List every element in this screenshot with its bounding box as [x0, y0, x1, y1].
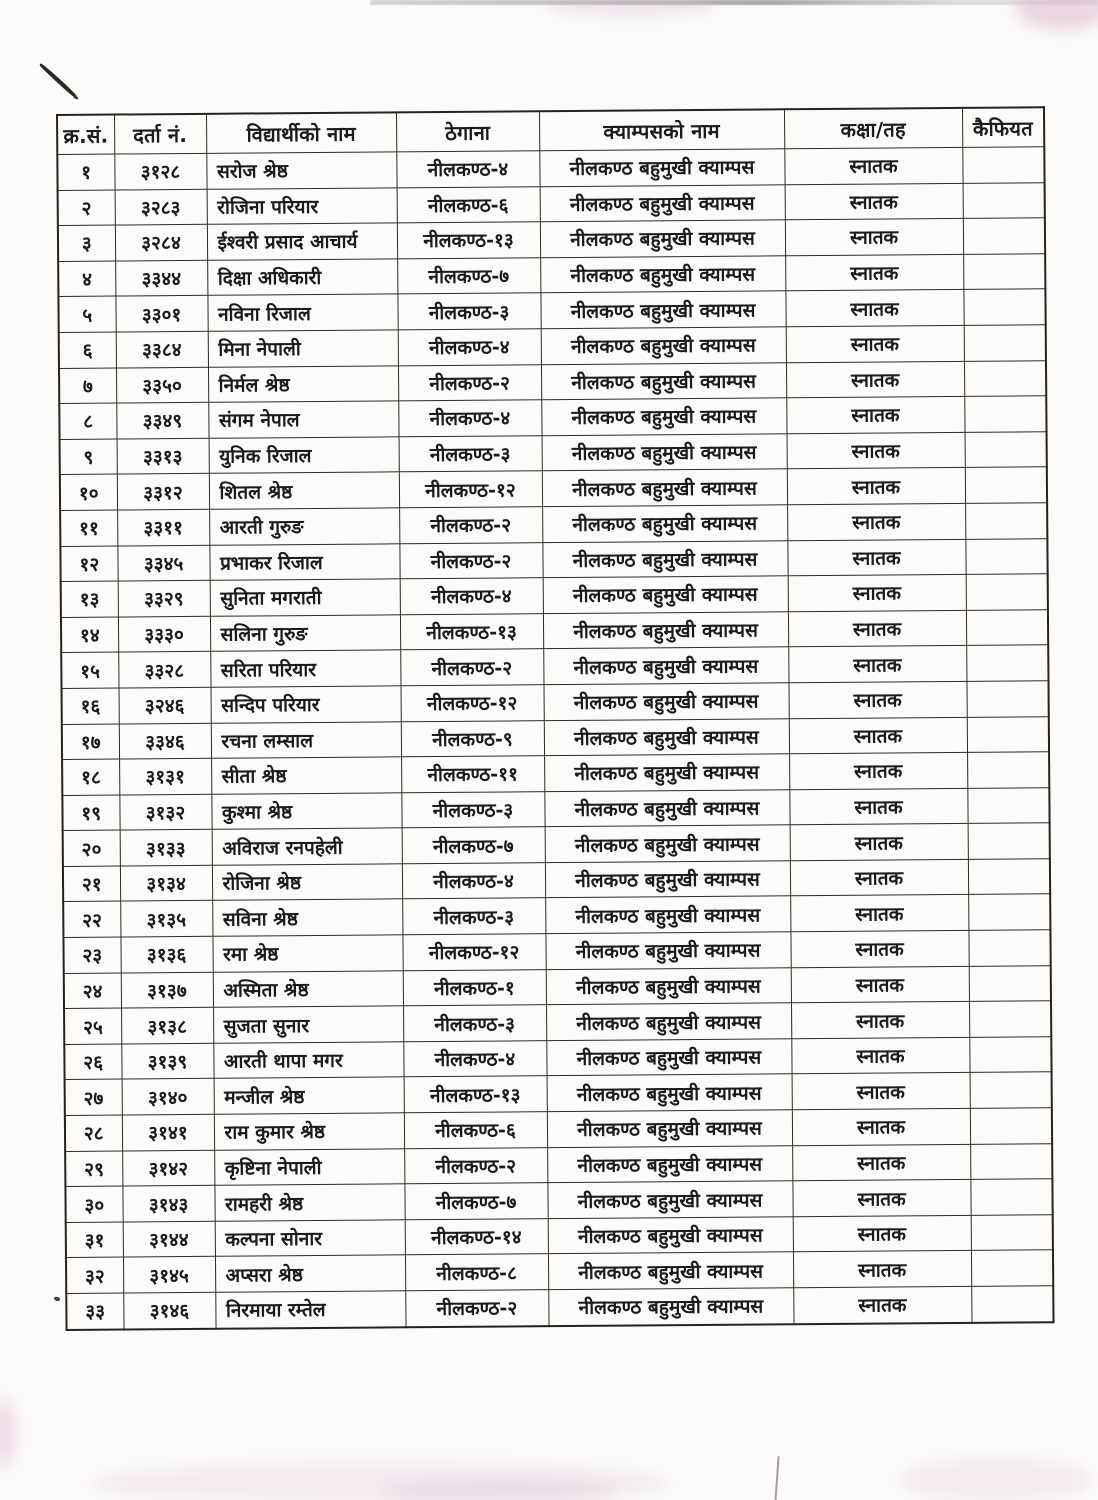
cell-address: नीलकण्ठ-१३: [404, 1076, 547, 1113]
header-student-name: विद्यार्थीको नाम: [206, 112, 396, 153]
cell-class-level: स्नातक: [791, 1037, 969, 1074]
cell-class-level: स्नातक: [792, 1144, 970, 1181]
cell-serial-number: २: [58, 190, 115, 226]
cell-address: नीलकण्ठ-२: [399, 507, 542, 544]
cell-class-level: स्नातक: [789, 788, 967, 825]
cell-serial-number: १: [57, 154, 114, 190]
cell-registration-number: ३३११: [117, 509, 209, 545]
pen-stroke-mark: [34, 56, 94, 112]
cell-student-name: कृष्टिना नेपाली: [214, 1148, 404, 1185]
cell-student-name: अविराज रनपहेली: [212, 828, 402, 865]
cell-remarks: [968, 894, 1050, 930]
cell-student-name: कुश्मा श्रेष्ठ: [211, 792, 401, 829]
bleed-smudge: [900, 1458, 1090, 1500]
cell-student-name: नविना रिजाल: [207, 294, 397, 331]
cell-campus-name: नीलकण्ठ बहुमुखी क्याम्पस: [548, 1288, 793, 1326]
cell-registration-number: ३३४६: [119, 723, 211, 759]
cell-serial-number: ३१: [66, 1222, 123, 1258]
cell-serial-number: १२: [60, 546, 117, 582]
cell-student-name: रोजिना परियार: [207, 187, 397, 224]
cell-serial-number: ३२: [66, 1257, 123, 1293]
cell-registration-number: ३२८४: [115, 225, 207, 261]
cell-remarks: [971, 1286, 1053, 1323]
cell-remarks: [964, 360, 1046, 396]
cell-serial-number: २६: [64, 1044, 121, 1080]
cell-address: नीलकण्ठ-६: [404, 1112, 547, 1149]
cell-class-level: स्नातक: [790, 824, 968, 861]
cell-student-name: सरिता परियार: [210, 650, 400, 687]
cell-registration-number: ३१२८: [114, 153, 206, 189]
cell-campus-name: नीलकण्ठ बहुमुखी क्याम्पस: [542, 505, 787, 543]
cell-campus-name: नीलकण्ठ बहुमुखी क्याम्पस: [545, 825, 790, 863]
cell-student-name: आरती थापा मगर: [213, 1042, 403, 1079]
cell-remarks: [970, 1179, 1052, 1215]
cell-remarks: [966, 574, 1048, 610]
cell-campus-name: नीलकण्ठ बहुमुखी क्याम्पस: [541, 362, 786, 400]
cell-remarks: [963, 254, 1045, 290]
cell-remarks: [965, 538, 1047, 574]
cell-campus-name: नीलकण्ठ बहुमुखी क्याम्पस: [547, 1145, 792, 1183]
cell-serial-number: २३: [63, 937, 120, 973]
cell-registration-number: ३२४६: [119, 687, 211, 723]
cell-registration-number: ३१३९: [121, 1043, 213, 1079]
cell-address: नीलकण्ठ-७: [397, 257, 540, 294]
header-address: ठेगाना: [396, 111, 539, 152]
cell-serial-number: ६: [59, 332, 116, 368]
cell-registration-number: ३३१२: [117, 474, 209, 510]
cell-registration-number: ३१४३: [122, 1186, 214, 1222]
cell-registration-number: ३१३३: [120, 830, 212, 866]
cell-class-level: स्नातक: [792, 1108, 970, 1145]
cell-remarks: [970, 1143, 1052, 1179]
cell-remarks: [963, 182, 1045, 218]
cell-campus-name: नीलकण्ठ बहुमुखी क्याम्पस: [540, 184, 785, 222]
cell-address: नीलकण्ठ-३: [399, 435, 542, 472]
cell-remarks: [969, 965, 1051, 1001]
cell-serial-number: १५: [61, 652, 118, 688]
cell-serial-number: १७: [62, 724, 119, 760]
cell-student-name: सीता श्रेष्ठ: [211, 757, 401, 794]
cell-address: नीलकण्ठ-१: [403, 969, 546, 1006]
cell-remarks: [966, 609, 1048, 645]
cell-address: नीलकण्ठ-१३: [400, 613, 543, 650]
cell-student-name: संगम नेपाल: [208, 401, 398, 438]
cell-campus-name: नीलकण्ठ बहुमुखी क्याम्पस: [545, 896, 790, 934]
cell-class-level: स्नातक: [787, 539, 965, 576]
cell-registration-number: ३१३१: [119, 758, 211, 794]
cell-campus-name: नीलकण्ठ बहुमुखी क्याम्पस: [547, 1181, 792, 1219]
cell-campus-name: नीलकण्ठ बहुमुखी क्याम्पस: [540, 220, 785, 258]
cell-class-level: स्नातक: [788, 646, 966, 683]
cell-remarks: [971, 1215, 1053, 1251]
cell-remarks: [967, 787, 1049, 823]
student-register-table: [56, 106, 1055, 1330]
cell-address: नीलकण्ठ-२: [404, 1147, 547, 1184]
cell-class-level: स्नातक: [793, 1286, 971, 1323]
cell-address: नीलकण्ठ-४: [403, 1041, 546, 1078]
cell-campus-name: नीलकण्ठ बहुमुखी क्याम्पस: [546, 1003, 791, 1041]
cell-address: नीलकण्ठ-२: [400, 649, 543, 686]
cell-campus-name: नीलकण्ठ बहुमुखी क्याम्पस: [544, 718, 789, 756]
cell-student-name: मिना नेपाली: [208, 330, 398, 367]
cell-campus-name: नीलकण्ठ बहुमुखी क्याम्पस: [543, 576, 788, 614]
cell-class-level: स्नातक: [784, 147, 962, 184]
cell-remarks: [969, 1037, 1051, 1073]
cell-serial-number: ११: [60, 510, 117, 546]
header-registration-number: दर्ता नं.: [114, 114, 206, 154]
cell-student-name: सुनिता मगराती: [210, 579, 400, 616]
cell-serial-number: ८: [59, 403, 116, 439]
cell-campus-name: नीलकण्ठ बहुमुखी क्याम्पस: [545, 861, 790, 899]
cell-student-name: राम कुमार श्रेष्ठ: [214, 1113, 404, 1150]
cell-registration-number: ३३३०: [118, 616, 210, 652]
cell-student-name: प्रभाकर रिजाल: [209, 543, 399, 580]
cell-registration-number: ३१३४: [120, 865, 212, 901]
cell-student-name: युनिक रिजाल: [209, 437, 399, 474]
cell-registration-number: ३३५०: [116, 367, 208, 403]
cell-class-level: स्नातक: [792, 1180, 970, 1217]
cell-remarks: [966, 681, 1048, 717]
cell-student-name: रमा श्रेष्ठ: [212, 935, 402, 972]
cell-campus-name: नीलकण्ठ बहुमुखी क्याम्पस: [545, 932, 790, 970]
cell-campus-name: नीलकण्ठ बहुमुखी क्याम्पस: [543, 647, 788, 685]
cell-remarks: [968, 859, 1050, 895]
cell-campus-name: नीलकण्ठ बहुमुखी क्याम्पस: [543, 611, 788, 649]
cell-class-level: स्नातक: [791, 1002, 969, 1039]
cell-registration-number: ३१४२: [122, 1150, 214, 1186]
cell-class-level: स्नातक: [793, 1215, 971, 1252]
cell-remarks: [971, 1250, 1053, 1286]
cell-registration-number: ३१३५: [120, 901, 212, 937]
cell-address: नीलकण्ठ-९: [401, 720, 544, 757]
cell-registration-number: ३३४९: [116, 402, 208, 438]
cell-address: नीलकण्ठ-४: [398, 329, 541, 366]
cell-student-name: सन्दिप परियार: [211, 686, 401, 723]
cell-registration-number: ३३०१: [115, 296, 207, 332]
cell-registration-number: ३३४५: [117, 545, 209, 581]
header-campus-name: क्याम्पसको नाम: [539, 109, 784, 150]
cell-remarks: [965, 431, 1047, 467]
cell-serial-number: २०: [63, 830, 120, 866]
cell-serial-number: २८: [65, 1115, 122, 1151]
cell-campus-name: नीलकण्ठ बहुमुखी क्याम्पस: [539, 149, 784, 187]
cell-serial-number: ४: [58, 261, 115, 297]
cell-address: नीलकण्ठ-८: [405, 1254, 548, 1291]
scanner-edge-band: [370, 0, 1098, 5]
cell-student-name: सविना श्रेष्ठ: [212, 899, 402, 936]
cell-registration-number: ३१३६: [120, 936, 212, 972]
cell-class-level: स्नातक: [790, 930, 968, 967]
cell-serial-number: ३०: [65, 1186, 122, 1222]
cell-remarks: [964, 396, 1046, 432]
cell-serial-number: २२: [63, 901, 120, 937]
cell-student-name: आरती गुरुङ: [209, 508, 399, 545]
cell-address: नीलकण्ठ-२: [399, 542, 542, 579]
cell-serial-number: ३३: [66, 1293, 123, 1330]
bleed-hairline: [774, 1456, 779, 1500]
cell-address: नीलकण्ठ-१२: [401, 685, 544, 722]
header-class-level: कक्षा/तह: [784, 108, 962, 149]
cell-remarks: [970, 1072, 1052, 1108]
cell-class-level: स्नातक: [785, 254, 963, 291]
cell-serial-number: २५: [64, 1008, 121, 1044]
cell-class-level: स्नातक: [790, 895, 968, 932]
cell-address: नीलकण्ठ-७: [402, 827, 545, 864]
cell-student-name: कल्पना सोनार: [215, 1220, 405, 1257]
cell-remarks: [963, 218, 1045, 254]
cell-class-level: स्नातक: [785, 183, 963, 220]
cell-student-name: अप्सरा श्रेष्ठ: [215, 1255, 405, 1292]
cell-registration-number: ३३१३: [117, 438, 209, 474]
cell-registration-number: ३३८४: [116, 331, 208, 367]
cell-campus-name: नीलकण्ठ बहुमुखी क्याम्पस: [540, 256, 785, 294]
cell-class-level: स्नातक: [793, 1251, 971, 1288]
cell-remarks: [965, 467, 1047, 503]
cell-remarks: [966, 645, 1048, 681]
cell-class-level: स्नातक: [788, 574, 966, 611]
bleed-smudge: [90, 1462, 670, 1500]
cell-student-name: निर्मल श्रेष्ठ: [208, 365, 398, 402]
cell-campus-name: नीलकण्ठ बहुमुखी क्याम्पस: [544, 789, 789, 827]
cell-address: नीलकण्ठ-७: [404, 1183, 547, 1220]
bleed-smudge: [0, 1398, 16, 1468]
table-row: [66, 1286, 1053, 1330]
cell-serial-number: २७: [65, 1079, 122, 1115]
cell-campus-name: नीलकण्ठ बहुमुखी क्याम्पस: [548, 1252, 793, 1290]
cell-student-name: निरमाया रम्तेल: [215, 1291, 405, 1329]
cell-campus-name: नीलकण्ठ बहुमुखी क्याम्पस: [542, 540, 787, 578]
cell-campus-name: नीलकण्ठ बहुमुखी क्याम्पस: [548, 1217, 793, 1255]
cell-address: नीलकण्ठ-३: [402, 898, 545, 935]
cell-registration-number: ३३२९: [118, 580, 210, 616]
cell-serial-number: २१: [63, 866, 120, 902]
cell-address: नीलकण्ठ-६: [397, 186, 540, 223]
cell-remarks: [962, 147, 1044, 183]
cell-address: नीलकण्ठ-२: [405, 1290, 548, 1327]
header-remarks: कैफियत: [962, 107, 1044, 147]
cell-class-level: स्नातक: [786, 325, 964, 362]
cell-campus-name: नीलकण्ठ बहुमुखी क्याम्पस: [542, 434, 787, 472]
cell-class-level: स्नातक: [787, 503, 965, 540]
cell-registration-number: ३२८३: [115, 189, 207, 225]
cell-serial-number: २४: [64, 973, 121, 1009]
cell-address: नीलकण्ठ-११: [401, 756, 544, 793]
cell-registration-number: ३१३७: [121, 972, 213, 1008]
ink-dot-artifact: [53, 1296, 60, 1302]
student-table-wrap: [56, 106, 1055, 1330]
cell-remarks: [964, 325, 1046, 361]
cell-campus-name: नीलकण्ठ बहुमुखी क्याम्पस: [541, 327, 786, 365]
cell-class-level: स्नातक: [792, 1073, 970, 1110]
cell-campus-name: नीलकण्ठ बहुमुखी क्याम्पस: [541, 398, 786, 436]
cell-address: नीलकण्ठ-३: [401, 791, 544, 828]
cell-student-name: शितल श्रेष्ठ: [209, 472, 399, 509]
cell-address: नीलकण्ठ-१२: [399, 471, 542, 508]
cell-class-level: स्नातक: [789, 752, 967, 789]
cell-serial-number: ३: [58, 225, 115, 261]
cell-campus-name: नीलकण्ठ बहुमुखी क्याम्पस: [544, 754, 789, 792]
cell-student-name: रचना लम्साल: [211, 721, 401, 758]
cell-serial-number: १३: [61, 581, 118, 617]
cell-registration-number: ३१४४: [123, 1221, 215, 1257]
cell-campus-name: नीलकण्ठ बहुमुखी क्याम्पस: [546, 967, 791, 1005]
cell-serial-number: १९: [62, 795, 119, 831]
cell-address: नीलकण्ठ-१३: [397, 222, 540, 259]
cell-class-level: स्नातक: [787, 468, 965, 505]
cell-serial-number: ९: [60, 439, 117, 475]
cell-address: नीलकण्ठ-२: [398, 364, 541, 401]
cell-remarks: [965, 503, 1047, 539]
cell-student-name: अस्मिता श्रेष्ठ: [213, 970, 403, 1007]
bleed-smudge: [380, 1480, 620, 1500]
cell-address: नीलकण्ठ-४: [402, 863, 545, 900]
cell-serial-number: ५: [58, 296, 115, 332]
cell-student-name: रामहरी श्रेष्ठ: [214, 1184, 404, 1221]
cell-registration-number: ३१४०: [122, 1079, 214, 1115]
cell-address: नीलकण्ठ-४: [398, 400, 541, 437]
cell-campus-name: नीलकण्ठ बहुमुखी क्याम्पस: [546, 1039, 791, 1077]
cell-remarks: [967, 752, 1049, 788]
table-body: [57, 147, 1053, 1330]
cell-campus-name: नीलकण्ठ बहुमुखी क्याम्पस: [547, 1074, 792, 1112]
cell-registration-number: ३३२८: [118, 652, 210, 688]
cell-student-name: रोजिना श्रेष्ठ: [212, 864, 402, 901]
cell-class-level: स्नातक: [785, 219, 963, 256]
cell-class-level: स्नातक: [786, 397, 964, 434]
cell-address: नीलकण्ठ-४: [400, 578, 543, 615]
cell-remarks: [969, 1001, 1051, 1037]
cell-address: नीलकण्ठ-४: [396, 151, 539, 188]
cell-campus-name: नीलकण्ठ बहुमुखी क्याम्पस: [540, 291, 785, 329]
cell-student-name: सलिना गुरुङ: [210, 615, 400, 652]
header-serial-number: क्र.सं.: [57, 115, 114, 155]
cell-student-name: सरोज श्रेष्ठ: [206, 152, 396, 189]
cell-student-name: मन्जील श्रेष्ठ: [214, 1077, 404, 1114]
cell-remarks: [968, 823, 1050, 859]
cell-serial-number: १४: [61, 617, 118, 653]
cell-class-level: स्नातक: [790, 859, 968, 896]
cell-registration-number: ३१३८: [121, 1008, 213, 1044]
cell-registration-number: ३१४५: [123, 1257, 215, 1293]
cell-class-level: स्नातक: [787, 432, 965, 469]
cell-serial-number: १८: [62, 759, 119, 795]
cell-serial-number: ७: [59, 368, 116, 404]
cell-remarks: [967, 716, 1049, 752]
cell-campus-name: नीलकण्ठ बहुमुखी क्याम्पस: [547, 1110, 792, 1148]
cell-student-name: सुजता सुनार: [213, 1006, 403, 1043]
cell-serial-number: १६: [62, 688, 119, 724]
cell-class-level: स्नातक: [788, 681, 966, 718]
cell-campus-name: नीलकण्ठ बहुमुखी क्याम्पस: [542, 469, 787, 507]
cell-student-name: दिक्षा अधिकारी: [207, 259, 397, 296]
cell-class-level: स्नातक: [788, 610, 966, 647]
cell-student-name: ईश्वरी प्रसाद आचार्य: [207, 223, 397, 260]
cell-class-level: स्नातक: [786, 361, 964, 398]
cell-address: नीलकण्ठ-१२: [402, 934, 545, 971]
cell-registration-number: ३१४६: [123, 1292, 215, 1329]
cell-registration-number: ३३४४: [115, 260, 207, 296]
cell-serial-number: २९: [65, 1151, 122, 1187]
cell-registration-number: ३१४१: [122, 1114, 214, 1150]
cell-remarks: [968, 930, 1050, 966]
cell-serial-number: १०: [60, 474, 117, 510]
cell-remarks: [963, 289, 1045, 325]
cell-remarks: [970, 1108, 1052, 1144]
cell-class-level: स्नातक: [791, 966, 969, 1003]
cell-address: नीलकण्ठ-३: [403, 1005, 546, 1042]
cell-class-level: स्नातक: [785, 290, 963, 327]
cell-registration-number: ३१३२: [119, 794, 211, 830]
cell-address: नीलकण्ठ-१४: [405, 1218, 548, 1255]
cell-campus-name: नीलकण्ठ बहुमुखी क्याम्पस: [543, 683, 788, 721]
cell-address: नीलकण्ठ-३: [397, 293, 540, 330]
cell-class-level: स्नातक: [789, 717, 967, 754]
